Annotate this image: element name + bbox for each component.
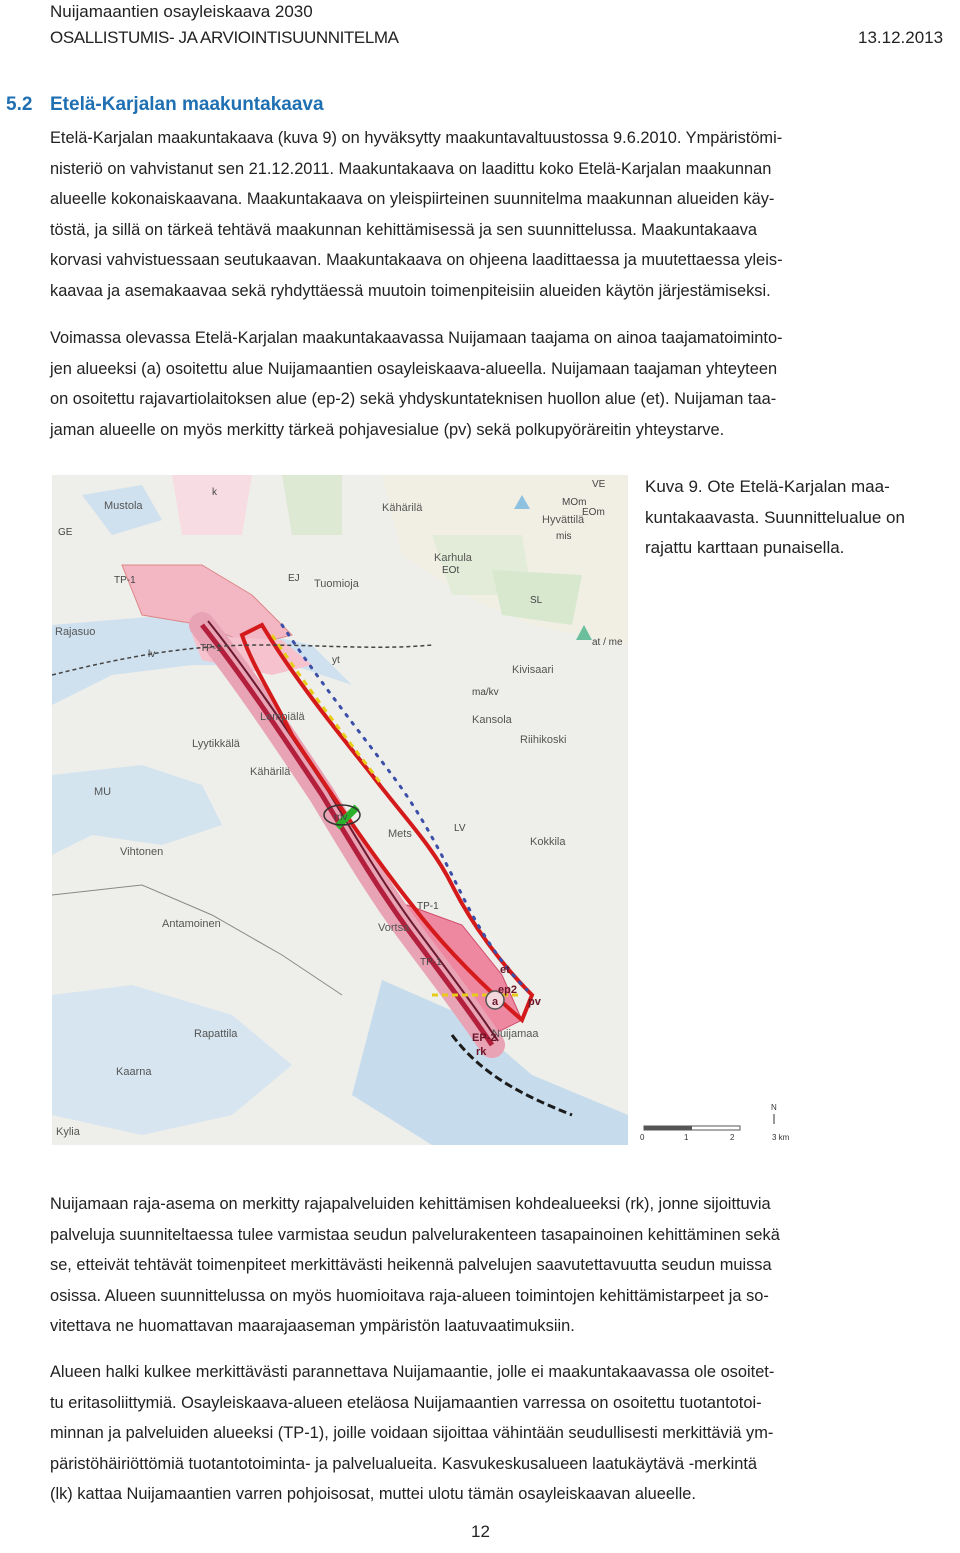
text-line: se, etteivät tehtävät toimenpiteet merkittävästi heikennä palvelujen saavutettavuutta seudun muissa (50, 1256, 772, 1274)
map-label: Vortsa (378, 922, 410, 934)
map-zone-label: MOm (562, 497, 587, 508)
map-svg (52, 475, 628, 1145)
map-zone-label: lv (148, 649, 156, 660)
map-zone-label: pv (528, 996, 541, 1008)
map-scale-bar (636, 1098, 796, 1144)
scale-tick: 0 (640, 1133, 645, 1142)
text-line: nisteriö on vahvistanut sen 21.12.2011. Maakuntakaava on laadittu koko Etelä-Karjalan maakunnan (50, 159, 772, 178)
figure-caption (645, 472, 957, 564)
map-zone-label: SL (530, 595, 543, 606)
paragraph-plan-overview (50, 123, 958, 306)
scale-tick: 2 (730, 1133, 735, 1142)
map-zone-label: EOm (582, 507, 605, 518)
map-zone-label: et (500, 964, 510, 976)
document-subtitle: OSALLISTUMIS- JA ARVIOINTISUUNNITELMA (50, 28, 399, 47)
north-label: N (771, 1103, 777, 1112)
section-number: 5.2 (6, 94, 33, 115)
map-label: Kähärilä (382, 502, 423, 514)
map-zone-label: ma/kv (472, 687, 499, 698)
map-zone-label: VE (592, 479, 606, 490)
paragraph-nuijamaa-area (50, 323, 958, 445)
text-line: vitettava ne huomattavan maarajaaseman ympäristön laatuvaatimuksiin. (50, 1317, 575, 1335)
text-line: jen alueeksi (a) osoitettu alue Nuijamaantien osayleiskaava-alueella. Nuijamaan taajaman yhteyteen (50, 359, 778, 378)
regional-plan-map (52, 475, 628, 1145)
scale-tick: 3 km (772, 1133, 790, 1142)
text-line: Alueen halki kulkee merkittävästi parannettava Nuijamaantie, jolle ei maakuntakaavassa ole osoitet- (50, 1363, 775, 1381)
map-zone-label: LV (454, 823, 466, 834)
page-number: 12 (471, 1522, 490, 1541)
scale-tick: 1 (684, 1133, 689, 1142)
map-zone-label: yt (332, 655, 340, 666)
text-line: Nuijamaan raja-asema on merkitty rajapalveluiden kehittämisen kohdealueeksi (rk), jonne sijoittuvia (50, 1195, 771, 1213)
map-label: Kokkila (530, 836, 566, 848)
map-label: Nuijamaa (492, 1028, 539, 1040)
map-label: Lempiälä (260, 711, 305, 723)
map-label: Vihtonen (120, 846, 164, 858)
document-date: 13.12.2013 (858, 28, 944, 47)
map-label: Tuomioja (314, 578, 359, 590)
map-zone-label: TP-1 (420, 957, 442, 968)
scale-bar-fill (644, 1126, 692, 1130)
text-line: korvasi vahvistuessaan seutukaavan. Maakuntakaava on ohjeena laadittaessa ja muutettaessa yleis- (50, 251, 783, 269)
map-zone-label: EJ (288, 573, 300, 584)
map-green-zone (282, 475, 342, 535)
map-label: Kähärilä (250, 766, 291, 778)
map-label: Kivisaari (512, 664, 554, 676)
map-label: Kylia (56, 1126, 80, 1138)
map-zone-label: k (212, 487, 217, 498)
map-label: Mets (388, 828, 412, 840)
text-line: palveluja suunniteltaessa tulee varmistaa seudun palvelurakenteen tasapainoinen kehittäminen sekä (50, 1225, 780, 1244)
section-title: Etelä-Karjalan maakuntakaava (50, 94, 324, 115)
paragraph-border-station (50, 1189, 958, 1342)
map-zone-label: at / me (592, 637, 623, 648)
map-label: Karhula (434, 552, 472, 564)
map-label: Kaarna (116, 1066, 152, 1078)
map-zone-label: EOt (442, 565, 460, 576)
map-zone-label: a (492, 996, 499, 1008)
text-line: minnan ja palveluiden alueeksi (TP-1), joille voidaan sijoittaa vähintään seudullisesti merkittäviä ym- (50, 1424, 774, 1442)
map-ej-zone (172, 475, 252, 535)
map-zone-label: TP-1 (200, 643, 222, 654)
caption-line: kuntakaavasta. Suunnittelualue on (645, 507, 905, 527)
text-line: töstä, ja sillä on tärkeä tehtävä maakunnan kehittämisessä ja sen suunnittelussa. Maakuntakaava (50, 220, 758, 239)
map-zone-label: ep2 (498, 984, 517, 996)
text-line: tu eritasoliittymiä. Osayleiskaava-alueen eteläosa Nuijamaantien varressa on osoitettu tuotantotoi- (50, 1393, 762, 1412)
paragraph-road-zones (50, 1357, 958, 1510)
map-zone-label: mv (334, 812, 348, 823)
map-zone-label: GE (58, 527, 73, 538)
map-zone-label: rk (476, 1046, 487, 1058)
text-line: osissa. Alueen suunnittelussa on myös huomioitava raja-alueen toimintojen kehittämistarpeet ja so- (50, 1286, 769, 1305)
text-line: Voimassa olevassa Etelä-Karjalan maakuntakaavassa Nuijamaan taajama on ainoa taajamatoiminto- (50, 329, 783, 347)
caption-line: Kuva 9. Ote Etelä-Karjalan maa- (645, 477, 890, 496)
map-zone-label: EP-2 (472, 1032, 497, 1044)
map-label: Kansola (472, 714, 512, 726)
map-label: Rajasuo (55, 626, 96, 638)
text-line: päristöhäiriöttömiä tuotantotoiminta- ja palvelualueita. Kasvukeskusalueen laatukäytävä -merkintä (50, 1454, 758, 1473)
text-line: (lk) kattaa Nuijamaantien varren pohjoisosat, muttei ulotu tämän osayleiskaavan alueelle. (50, 1485, 696, 1503)
caption-line: rajattu karttaan punaisella. (645, 538, 845, 557)
text-line: on osoitettu rajavartiolaitoksen alue (ep-2) sekä yhdyskuntateknisen huollon alue (et). Nuijaman taa- (50, 390, 777, 408)
map-label: Rapattila (194, 1028, 238, 1040)
map-zone-label: TP-1 (417, 901, 439, 912)
text-line: Etelä-Karjalan maakuntakaava (kuva 9) on hyväksytty maakuntavaltuustossa 9.6.2010. Ympäristömi- (50, 129, 783, 147)
document-title: Nuijamaantien osayleiskaava 2030 (50, 2, 313, 21)
map-label: Antamoinen (162, 918, 221, 930)
map-label: Mustola (104, 500, 143, 512)
map-label: Riihikoski (520, 734, 567, 746)
text-line: alueelle kokonaiskaavana. Maakuntakaava on yleispiirteinen suunnitelma maakunnan alueiden käy- (50, 190, 775, 208)
text-line: jaman alueelle on myös merkitty tärkeä pohjavesialue (pv) sekä polkupyöräreitin yhteystarve. (50, 420, 725, 439)
map-label: MU (94, 786, 112, 798)
map-label: Hyvättilä (542, 514, 585, 526)
map-zone-label: mis (556, 531, 572, 542)
map-zone-label: TP-1 (114, 575, 136, 586)
text-line: kaavaa ja asemakaavaa sekä ryhdyttäessä muutoin toimenpiteisiin alueiden käytön järjestämiseksi. (50, 281, 771, 300)
map-label: Lyytikkälä (192, 738, 240, 750)
